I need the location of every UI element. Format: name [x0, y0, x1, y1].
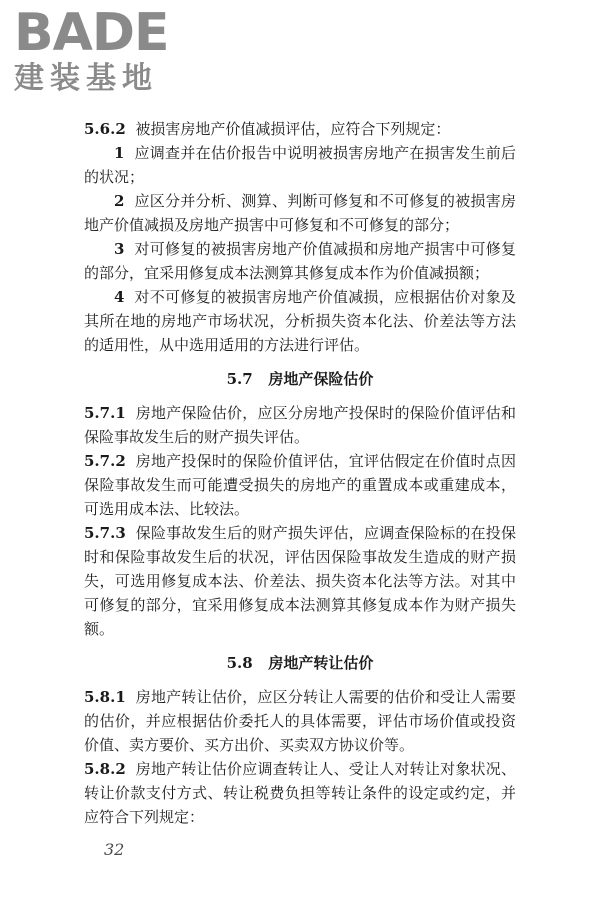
clause-5-8-1	[84, 685, 516, 757]
clause-number: 5.8.2	[84, 760, 126, 778]
item-number: 2	[114, 192, 125, 210]
list-item	[84, 237, 516, 285]
clause-number: 5.7.2	[84, 452, 126, 470]
clause-text: 房地产转让估价应调查转让人、受让人对转让对象状况、转让价款支付方式、转让税费负担等转让条件的设定或约定，并应符合下列规定：	[84, 760, 516, 826]
section-heading-5-7	[84, 367, 516, 391]
item-text: 对可修复的被损害房地产价值减损和房地产损害中可修复的部分，宜采用修复成本法测算其修复成本作为价值减损额；	[84, 240, 516, 282]
clause-5-7-3	[84, 521, 516, 641]
item-text: 应调查并在估价报告中说明被损害房地产在损害发生前后的状况；	[84, 144, 516, 186]
section-heading-5-8	[84, 651, 516, 675]
clause-number: 5.6.2	[84, 120, 126, 138]
clause-5-6-2	[84, 117, 516, 141]
clause-text: 保险事故发生后的财产损失评估，应调查保险标的在投保时和保险事故发生后的状况，评估因保险事故发生造成的财产损失，可选用修复成本法、价差法、损失资本化法等方法。对其中可修复的部分，宜采用修复成本法测算其修复成本作为财产损失额。	[84, 524, 516, 638]
clause-5-7-1	[84, 401, 516, 449]
clause-number: 5.8.1	[84, 688, 126, 706]
item-text: 应区分并分析、测算、判断可修复和不可修复的被损害房地产价值减损及房地产损害中可修复和不可修复的部分；	[84, 192, 516, 234]
list-item	[84, 189, 516, 237]
clause-5-7-2	[84, 449, 516, 521]
document-body	[84, 117, 516, 829]
clause-5-8-2	[84, 757, 516, 829]
page-number: 32	[104, 840, 125, 859]
section-title-text: 房地产转让估价	[268, 654, 374, 672]
logo-text-cn: 建装基地	[14, 61, 158, 96]
clause-number: 5.7.3	[84, 524, 126, 542]
section-title-text: 房地产保险估价	[268, 370, 374, 388]
list-item	[84, 141, 516, 189]
list-item	[84, 285, 516, 357]
clause-number: 5.7.1	[84, 404, 126, 422]
item-number: 4	[114, 288, 125, 306]
item-text: 对不可修复的被损害房地产价值减损，应根据估价对象及其所在地的房地产市场状况，分析损失资本化法、价差法等方法的适用性，从中选用适用的方法进行评估。	[84, 288, 516, 354]
clause-text: 房地产转让估价，应区分转让人需要的估价和受让人需要的估价，并应根据估价委托人的具体需要，评估市场价值或投资价值、卖方要价、买方出价、买卖双方协议价等。	[84, 688, 516, 754]
logo-text-en: BADE	[14, 3, 169, 63]
section-number: 5.7	[226, 370, 253, 388]
clause-text: 房地产投保时的保险价值评估，宜评估假定在价值时点因保险事故发生而可能遭受损失的房地产的重置成本或重建成本，可选用成本法、比较法。	[84, 452, 516, 518]
clause-text: 被损害房地产价值减损评估，应符合下列规定：	[135, 120, 451, 138]
item-number: 1	[114, 144, 125, 162]
bade-logo	[14, 3, 184, 96]
clause-text: 房地产保险估价，应区分房地产投保时的保险价值评估和保险事故发生后的财产损失评估。	[84, 404, 516, 446]
item-number: 3	[114, 240, 125, 258]
section-number: 5.8	[226, 654, 253, 672]
